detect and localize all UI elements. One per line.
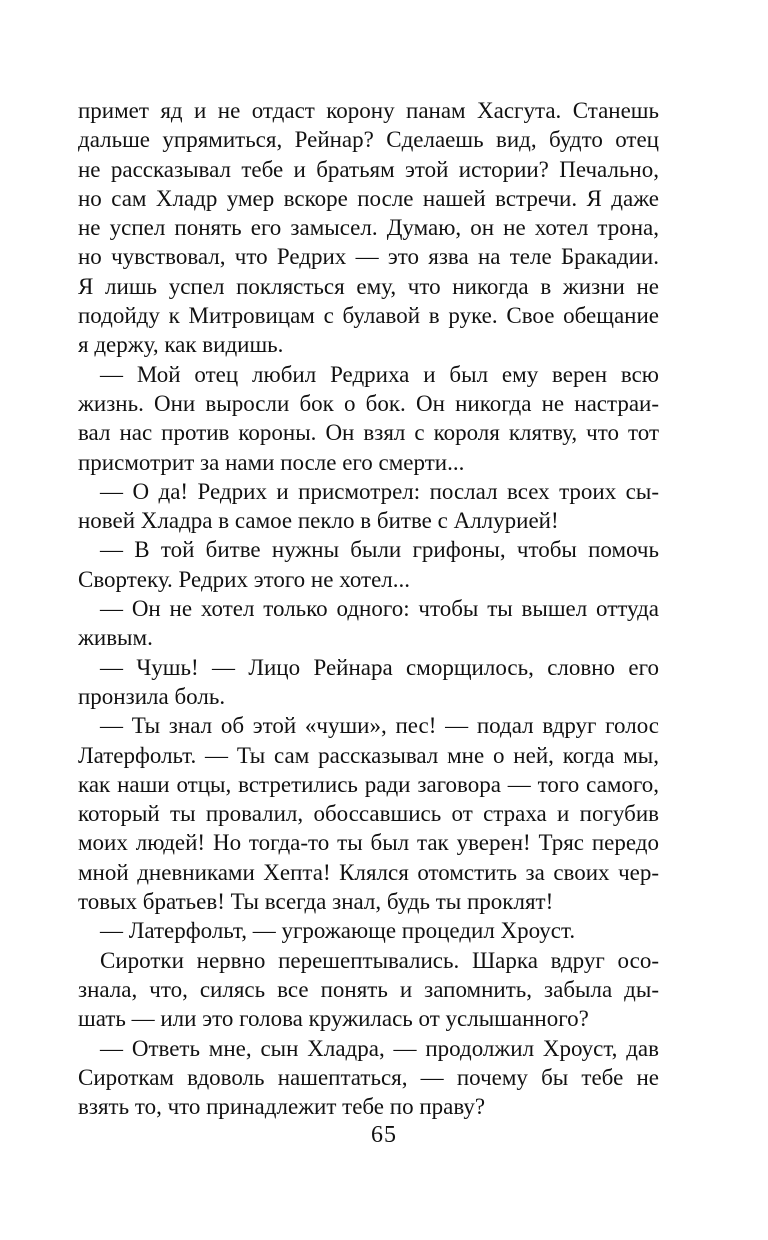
text-line: новей Хладра в самое пекло в битве с Аллурией! — [78, 508, 559, 534]
text-line: который ты провалил, обоссавшись от страха и погубив — [78, 801, 659, 827]
body-text — [78, 96, 659, 1121]
text-line: подойду к Митровицам с булавой в руке. Свое обещание — [78, 303, 659, 329]
text-line: не рассказывал тебе и братьям этой истории? Печально, — [78, 156, 659, 182]
text-line: — Он не хотел только одного: чтобы ты вышел оттуда — [100, 596, 659, 622]
text-line: не успел понять его замысел. Думаю, он не хотел трона, — [78, 215, 659, 241]
text-line: мной дневниками Хепта! Клялся отомстить за своих чер- — [78, 859, 659, 885]
text-line: — О да! Редрих и присмотрел: послал всех троих сы- — [100, 478, 659, 504]
text-line: — Латерфольт, — угрожающе процедил Хроуст. — [100, 918, 576, 944]
text-line: дальше упрямиться, Рейнар? Сделаешь вид, будто отец — [78, 127, 659, 153]
text-line: примет яд и не отдаст корону панам Хасгута. Станешь — [78, 98, 659, 123]
text-line: — В той битве нужны были грифоны, чтобы помочь — [100, 537, 659, 563]
text-line: вал нас против короны. Он взял с короля клятву, что тот — [78, 420, 659, 446]
text-line: — Ответь мне, сын Хладра, — продолжил Хроуст, дав — [100, 1035, 659, 1061]
text-line: я держу, как видишь. — [78, 332, 284, 358]
text-line: товых братьев! Ты всегда знал, будь ты проклят! — [78, 889, 554, 915]
text-line: но сам Хладр умер вскоре после нашей встречи. Я даже — [78, 185, 659, 211]
page-number: 65 — [371, 1122, 397, 1148]
text-line: Сироткам вдоволь нашептаться, — почему бы тебе не — [78, 1064, 659, 1090]
text-line: Я лишь успел поклясться ему, что никогда в жизни не — [78, 273, 659, 299]
text-line: шать — или это голова кружилась от услышанного? — [78, 1006, 589, 1032]
text-line: но чувствовал, что Редрих — это язва на теле Бракадии. — [78, 244, 659, 270]
text-line: Свортеку. Редрих этого не хотел... — [78, 566, 411, 592]
text-line: пронзила боль. — [78, 683, 226, 709]
text-line: Латерфольт. — Ты сам рассказывал мне о ней, когда мы, — [78, 742, 659, 768]
text-line: знала, что, силясь все понять и запомнить, забыла ды- — [78, 976, 659, 1002]
text-line: — Мой отец любил Редриха и был ему верен всю — [100, 361, 659, 387]
text-line: взять то, что принадлежит тебе по праву? — [78, 1094, 486, 1120]
text-line: — Ты знал об этой «чуши», пес! — подал вдруг голос — [100, 713, 659, 739]
text-line: живым. — [78, 625, 153, 651]
text-line: жизнь. Они выросли бок о бок. Он никогда не настраи- — [78, 390, 659, 416]
text-line: моих людей! Но тогда-то ты был так уверен! Тряс передо — [78, 830, 659, 856]
text-line: присмотрит за нами после его смерти... — [78, 449, 465, 475]
text-line: Сиротки нервно перешептывались. Шарка вдруг осо- — [100, 947, 659, 973]
text-line: как наши отцы, встретились ради заговора — того самого, — [78, 771, 659, 797]
text-line: — Чушь! — Лицо Рейнара сморщилось, словно его — [100, 654, 659, 680]
